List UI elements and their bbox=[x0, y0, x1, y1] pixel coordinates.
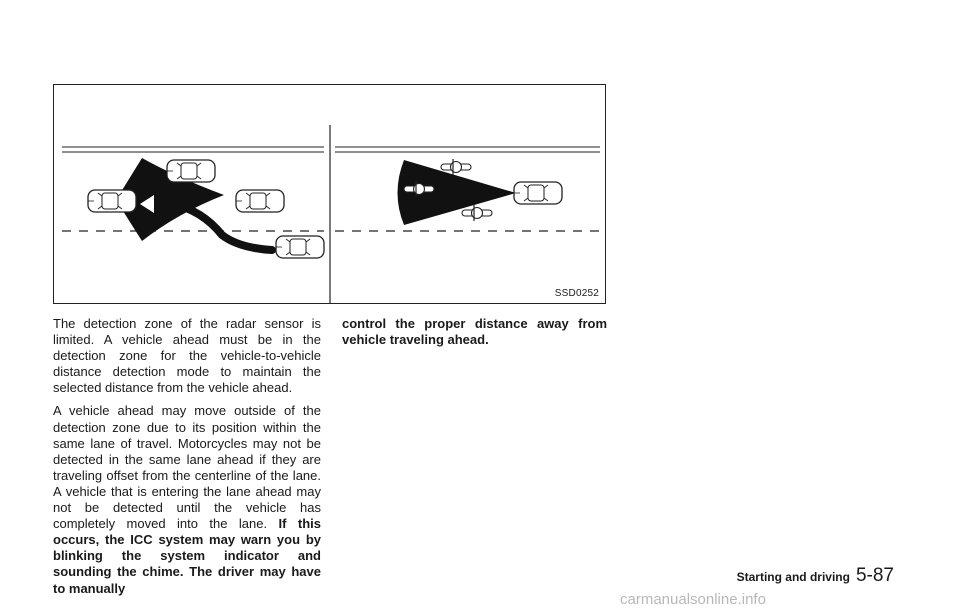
car-own-vehicle bbox=[88, 190, 136, 212]
body-text-right bbox=[342, 316, 607, 355]
page-number: 5-87 bbox=[855, 565, 894, 586]
right-panel-scene bbox=[335, 147, 600, 231]
motorcycle-lower bbox=[462, 205, 492, 221]
paragraph-detection-zone: The detection zone of the radar sensor is limited. A vehicle ahead must be in the detection zone for the vehicle-to-vehicle distance detection mode to maintain the selected distance from the vehicle ahead. bbox=[53, 316, 321, 396]
warning-text-continued: control the proper distance away from vehicle traveling ahead. bbox=[342, 316, 607, 348]
body-text-left bbox=[53, 316, 321, 604]
car-ahead bbox=[236, 190, 284, 212]
car-following bbox=[514, 182, 562, 204]
car-adjacent-lane bbox=[167, 160, 215, 182]
car-entering-lane bbox=[276, 236, 324, 258]
detection-zone-illustration bbox=[54, 85, 607, 305]
watermark: carmanualsonline.info bbox=[620, 591, 766, 608]
paragraph-vehicle-ahead-text: A vehicle ahead may move outside of the detection zone due to its position within the same lane of travel. Motorcycles may not be detected in the same lane ahead if they are traveling offset from the centerline of the lane. A vehicle that is entering the lane ahead may not be detected until the vehicle has completely moved into the lane. bbox=[53, 403, 321, 532]
radar-detection-figure bbox=[53, 84, 606, 304]
figure-code: SSD0252 bbox=[554, 288, 599, 299]
left-panel-scene bbox=[62, 147, 324, 258]
paragraph-vehicle-ahead bbox=[53, 403, 321, 596]
section-title: Starting and driving bbox=[736, 570, 850, 584]
page-footer bbox=[737, 565, 894, 587]
warning-text: If this occurs, the ICC system may warn you by blinking the system indicator and sounding the chime. The driver may have to manually bbox=[53, 516, 321, 596]
